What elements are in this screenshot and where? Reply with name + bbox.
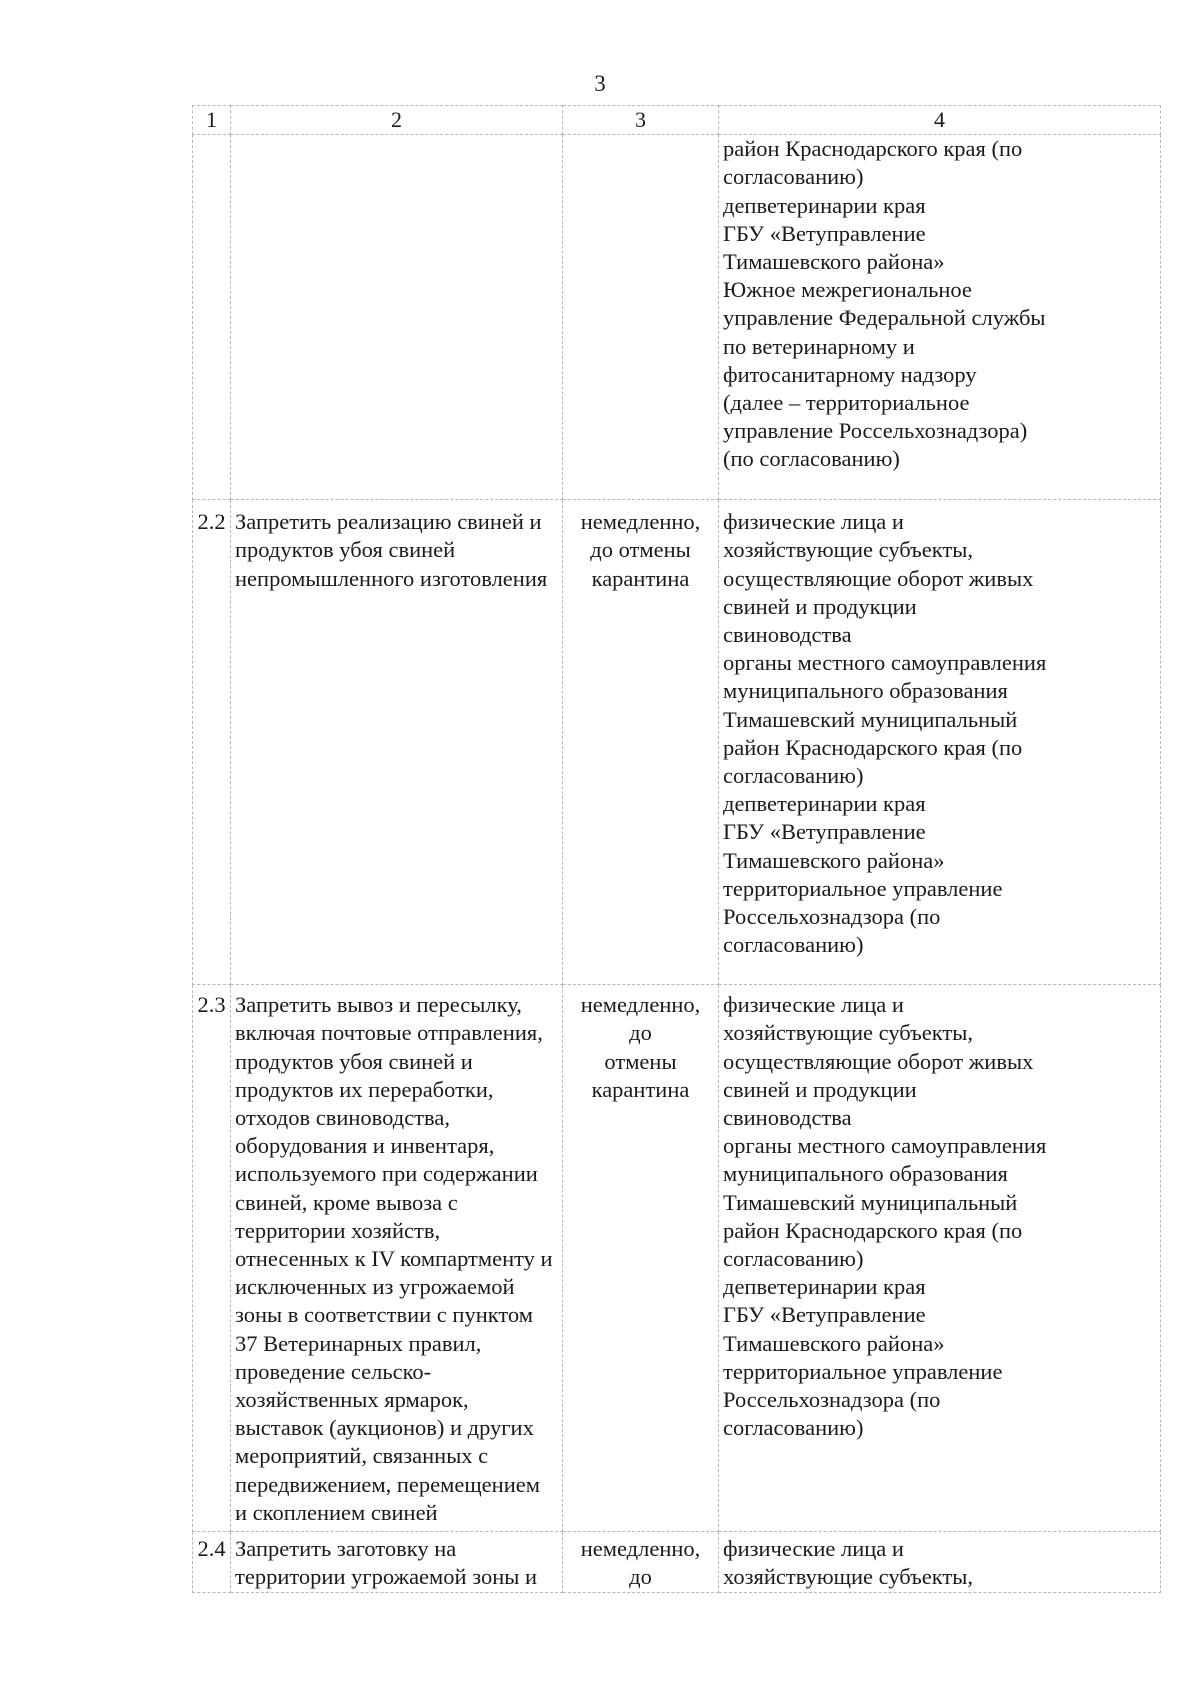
measure-cell [231,500,563,985]
cell-line: отходов свиноводства, [235,1105,450,1131]
term-cell [563,500,719,985]
cell-line: район Краснодарского края (по [723,136,1023,162]
item-number: 2.2 [193,500,231,985]
table-row [193,135,1161,500]
cell-line: согласованию) [723,932,864,958]
cell-line: органы местного самоуправления [723,1133,1047,1159]
cell-line: Тимашевского района» [723,249,945,275]
item-number: 2.3 [193,985,231,1532]
cell-line: Россельхознадзора (по [723,1387,941,1413]
cell-line: оборудования и инвентаря, [235,1133,495,1159]
cell-line: депветеринарии края [723,192,926,218]
measure-cell [231,135,563,500]
cell-line: отнесенных к IV компартменту и [235,1246,553,1272]
cell-line: исключенных из угрожаемой [235,1274,515,1300]
table-row [193,500,1161,985]
cell-line: хозяйствующие субъекты, [723,537,973,563]
term-cell [563,985,719,1532]
cell-line: осуществляющие оборот живых [723,565,1034,591]
cell-line: Тимашевский муниципальный [723,1189,1018,1215]
column-number: 2 [231,106,563,135]
responsible-cell [719,1532,1161,1592]
cell-line: отмены [604,1048,677,1074]
term-cell [563,1532,719,1592]
cell-line: Запретить реализацию свиней и [235,509,542,535]
measure-cell [231,985,563,1532]
cell-line: физические лица и [723,992,904,1018]
cell-line: свиней, кроме вывоза с [235,1189,458,1215]
cell-line: (по согласованию) [723,446,900,472]
responsible-cell [719,500,1161,985]
cell-line: немедленно, [580,1536,701,1562]
cell-line: ГБУ «Ветуправление [723,819,926,845]
cell-line: включая почтовые отправления, [235,1020,543,1046]
cell-line: Запретить вывоз и пересылку, [235,992,522,1018]
cell-line: передвижением, перемещением [235,1471,540,1497]
cell-line: зоны в соответствии с пунктом [235,1302,533,1328]
column-number: 3 [563,106,719,135]
cell-line: до отмены [590,537,691,563]
cell-line: депветеринарии края [723,1274,926,1300]
cell-line: Тимашевского района» [723,847,945,873]
cell-line: и скоплением свиней [235,1499,438,1525]
cell-line: хозяйствующие субъекты, [723,1020,973,1046]
cell-line: карантина [591,565,690,591]
cell-line: свиней и продукции [723,593,917,619]
column-number: 1 [193,106,231,135]
cell-line: мероприятий, связанных с [235,1443,489,1469]
cell-line: Россельхознадзора (по [723,904,941,930]
cell-line: Тимашевского района» [723,1330,945,1356]
item-number [193,135,231,500]
column-number: 4 [719,106,1161,135]
cell-line: согласованию) [723,164,864,190]
cell-line: Южное межрегиональное [723,277,972,303]
cell-line: свиноводства [723,622,852,648]
cell-line: территории угрожаемой зоны и [235,1564,538,1590]
cell-line: продуктов их переработки, [235,1076,494,1102]
measure-cell [231,1532,563,1592]
responsible-cell [719,985,1161,1532]
cell-line: муниципального образования [723,1161,1008,1187]
cell-line: ГБУ «Ветуправление [723,220,926,246]
term-cell [563,135,719,500]
cell-line: осуществляющие оборот живых [723,1048,1034,1074]
cell-line: продуктов убоя свиней и [235,1048,473,1074]
cell-line: территориальное управление [723,1358,1003,1384]
table-row [193,985,1161,1532]
cell-line: немедленно, [580,992,701,1018]
cell-line: согласованию) [723,763,864,789]
page-number: 3 [594,71,606,96]
cell-line: хозяйствующие субъекты, [723,1564,973,1590]
cell-line: (далее – территориальное [723,390,970,416]
responsible-cell [719,135,1161,500]
cell-line: по ветеринарному и [723,333,915,359]
cell-line: муниципального образования [723,678,1008,704]
cell-line: управление Федеральной службы [723,305,1046,331]
cell-line: свиноводства [723,1105,852,1131]
cell-line: территориальное управление [723,875,1003,901]
cell-line: Запретить заготовку на [235,1536,457,1562]
cell-line: выставок (аукционов) и других [235,1415,534,1441]
cell-line: карантина [591,1076,690,1102]
cell-line: ГБУ «Ветуправление [723,1302,926,1328]
table-row [193,1532,1161,1592]
cell-line: 37 Ветеринарных правил, [235,1330,482,1356]
cell-line: физические лица и [723,1536,904,1562]
cell-line: непромышленного изготовления [235,565,548,591]
cell-line: депветеринарии края [723,791,926,817]
cell-line: управление Россельхознадзора) [723,418,1028,444]
cell-line: Тимашевский муниципальный [723,706,1018,732]
cell-line: органы местного самоуправления [723,650,1047,676]
cell-line: используемого при содержании [235,1161,538,1187]
cell-line: согласованию) [723,1415,864,1441]
cell-line: продуктов убоя свиней [235,537,456,563]
cell-line: немедленно, [580,509,701,535]
cell-line: фитосанитарному надзору [723,361,977,387]
column-number-row [193,106,1161,135]
cell-line: территории хозяйств, [235,1217,441,1243]
cell-line: физические лица и [723,509,904,535]
measures-table [192,105,1161,1593]
cell-line: хозяйственных ярмарок, [235,1387,469,1413]
item-number: 2.4 [193,1532,231,1592]
cell-line: район Краснодарского края (по [723,734,1023,760]
cell-line: согласованию) [723,1246,864,1272]
cell-line: проведение сельско- [235,1358,432,1384]
cell-line: до [629,1020,652,1046]
cell-line: район Краснодарского края (по [723,1217,1023,1243]
cell-line: свиней и продукции [723,1076,917,1102]
cell-line: до [629,1564,652,1590]
